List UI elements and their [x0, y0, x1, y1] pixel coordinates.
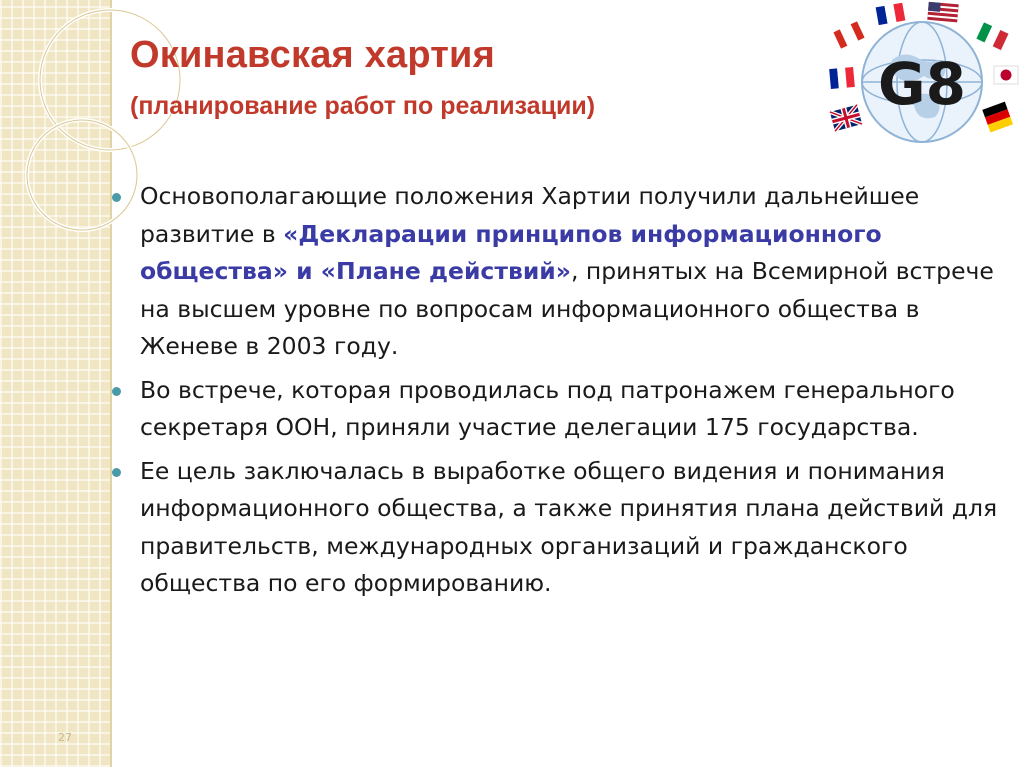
g8-flags-logo-icon [822, 0, 1024, 150]
bullet-dot-icon [112, 468, 121, 477]
svg-text:G8: G8 [878, 50, 966, 118]
bullet-dot-icon [112, 387, 121, 396]
bullet-text: Основополагающие положения Хартии получили дальнейшее развитие в [140, 182, 920, 248]
list-item [110, 178, 1020, 366]
bullet-dot-icon [112, 193, 121, 202]
slide-title: Окинавская хартия [130, 34, 495, 76]
bullet-list [110, 178, 1020, 609]
list-item [110, 372, 1020, 447]
bullet-text: Во встрече, которая проводилась под патронажем генерального секретаря ООН, приняли участие делегации 175 государства. [140, 375, 955, 441]
slide-number: 27 [58, 731, 72, 744]
emphasis-text: «Декларации принципов информационного общества» и «Плане действий» [140, 219, 882, 285]
list-item [110, 453, 1020, 603]
slide-subtitle: (планирование работ по реализации) [130, 92, 596, 120]
bullet-text: , принятых на Всемирной встрече на высшем уровне по вопросам информационного общества в Женеве в 2003 году. [140, 257, 994, 360]
bullet-text: Ее цель заключалась в выработке общего видения и понимания информационного общества, а также принятия плана действий для правительств, международных организаций и гражданского общества по его формированию. [140, 456, 998, 597]
